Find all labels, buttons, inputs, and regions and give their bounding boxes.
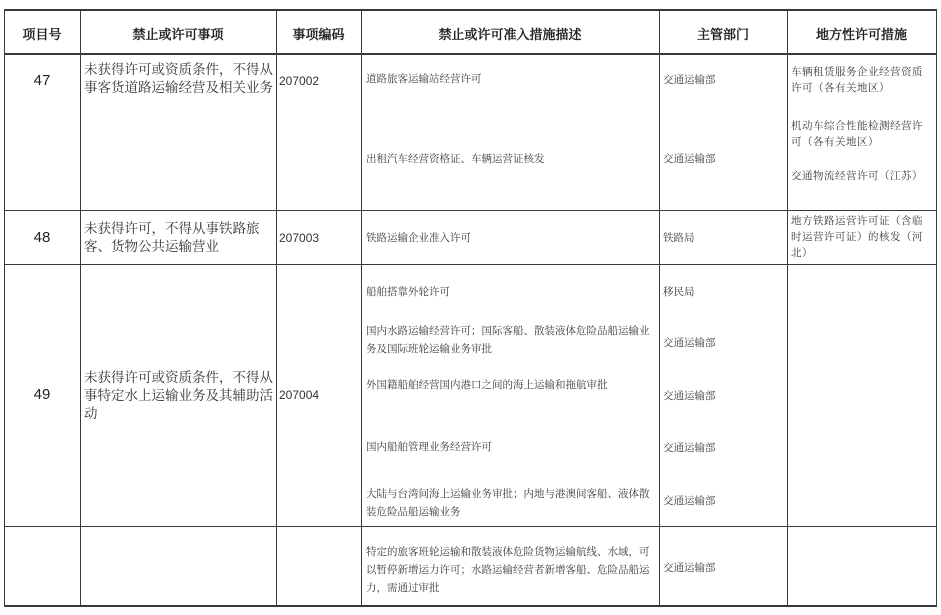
column-divider — [361, 9, 362, 606]
row-number: 47 — [33, 72, 51, 89]
header-divider — [4, 53, 937, 55]
department: 铁路局 — [663, 232, 695, 244]
row-number: 48 — [33, 229, 51, 246]
measure-description: 国内船舶管理业务经营许可 — [366, 441, 492, 453]
measure-description: 大陆与台湾间海上运输业务审批；内地与港澳间客船、液体散装危险品船运输业务 — [366, 488, 650, 518]
measure-description: 铁路运输企业准入许可 — [366, 232, 471, 244]
column-divider — [4, 9, 5, 606]
department: 移民局 — [663, 286, 695, 298]
header-item: 禁止或许可事项 — [132, 28, 224, 43]
column-divider — [276, 9, 277, 606]
department: 交通运输部 — [663, 337, 716, 349]
row-divider — [4, 264, 937, 265]
header-description: 禁止或许可准入措施描述 — [438, 28, 582, 43]
header-code: 事项编码 — [292, 28, 345, 43]
header-local-measures: 地方性许可措施 — [815, 28, 907, 43]
column-divider — [936, 9, 937, 606]
department: 交通运输部 — [663, 442, 716, 454]
column-divider — [787, 9, 788, 606]
department: 交通运输部 — [663, 562, 716, 574]
row-divider — [4, 210, 937, 211]
item-code: 207003 — [279, 231, 320, 245]
row-divider — [4, 526, 937, 527]
measure-description: 道路旅客运输站经营许可 — [366, 73, 482, 85]
header-item-no: 项目号 — [22, 28, 62, 43]
measure-description: 出租汽车经营资格证、车辆运营证核发 — [366, 153, 545, 165]
measure-description: 外国籍船舶经营国内港口之间的海上运输和拖航审批 — [366, 379, 608, 391]
local-measure: 地方铁路运营许可证（含临时运营许可证）的核发（河北） — [791, 215, 923, 259]
measure-description: 国内水路运输经营许可；国际客船、散装液体危险品船运输业务及国际班轮运输业务审批 — [366, 325, 650, 355]
table-border-bottom — [4, 605, 937, 607]
local-measure: 机动车综合性能检测经营许可（各有关地区） — [791, 120, 923, 148]
department: 交通运输部 — [663, 495, 716, 507]
column-divider — [80, 9, 81, 606]
item-text: 未获得许可或资质条件，不得从事客货道路运输经营及相关业务 — [84, 62, 273, 96]
header-department: 主管部门 — [696, 28, 749, 43]
column-divider — [659, 9, 660, 606]
department: 交通运输部 — [663, 390, 716, 402]
item-code: 207004 — [279, 388, 320, 402]
measure-description: 船舶搭靠外轮许可 — [366, 286, 450, 298]
local-measure: 车辆租赁服务企业经营资质许可（各有关地区） — [791, 66, 923, 94]
department: 交通运输部 — [663, 153, 716, 165]
department: 交通运输部 — [663, 74, 716, 86]
item-text: 未获得许可或资质条件，不得从事特定水上运输业务及其辅助活动 — [84, 370, 273, 422]
item-code: 207002 — [279, 74, 320, 88]
local-measure: 交通物流经营许可（江苏） — [791, 170, 923, 182]
measure-description: 特定的旅客班轮运输和散装液体危险货物运输航线、水域，可以暂停新增运力许可；水路运输经营者新增客船、危险品船运力，需通过审批 — [366, 546, 650, 594]
item-text: 未获得许可，不得从事铁路旅客、货物公共运输营业 — [84, 221, 260, 255]
row-number: 49 — [33, 386, 51, 403]
table-border-top — [4, 9, 937, 11]
